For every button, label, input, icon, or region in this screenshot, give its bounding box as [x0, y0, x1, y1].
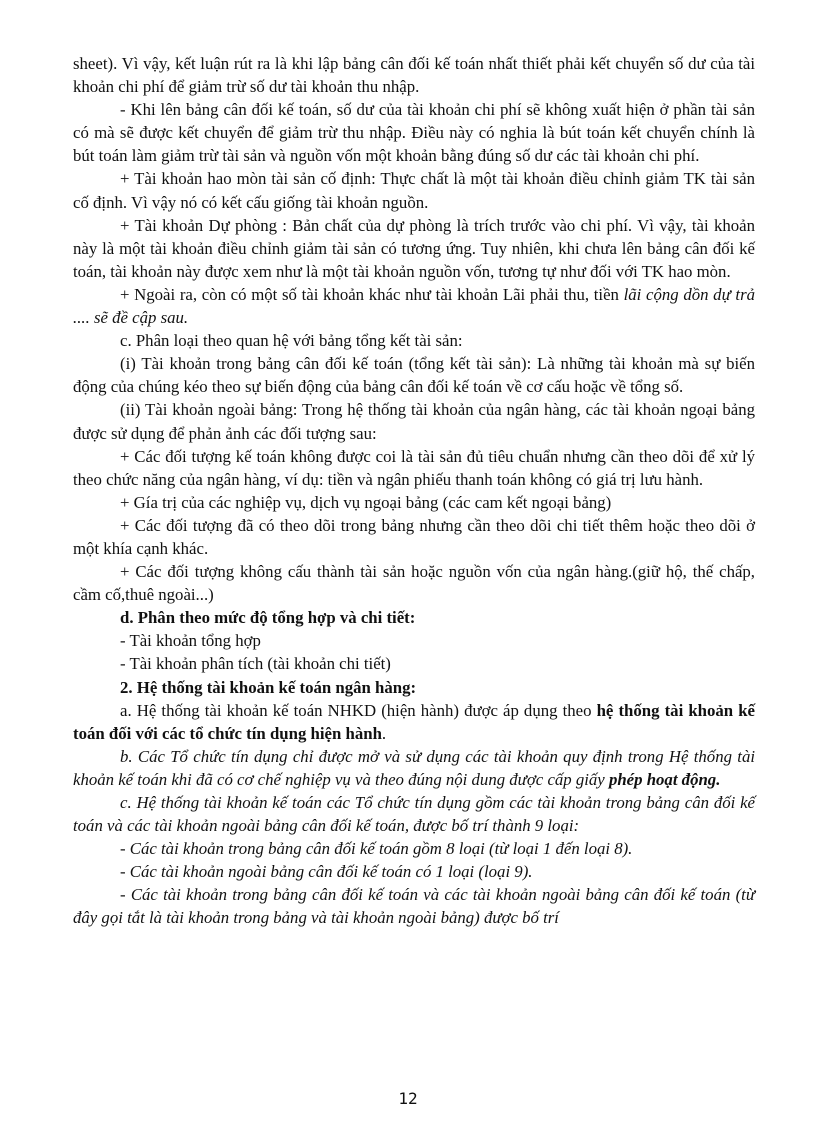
list-item-4: + Các đối tượng không cấu thành tài sản hoặc nguồn vốn của ngân hàng.(giữ hộ, thế chấp, cầm cố,thuê ngoài...): [73, 562, 755, 605]
italic-item-1: - Các tài khoản trong bảng cân đối kế toán gồm 8 loại (từ loại 1 đến loại 8).: [120, 839, 633, 859]
paragraph-b-text: b. Các Tổ chức tín dụng chỉ được mở và sử dụng các tài khoản quy định trong Hệ thống tài khoản kế toán khi đã có cơ chế nghiệp vụ và theo đúng nội dung được cấp giấy: [73, 746, 755, 789]
section-2-heading: 2. Hệ thống tài khoản kế toán ngân hàng:: [120, 677, 417, 697]
list-item-1: + Các đối tượng kế toán không được coi là tài sản đủ tiêu chuẩn nhưng cần theo dõi để xử lý theo chức năng của ngân hàng, ví dụ: tiền và ngân phiếu thanh toán không có giá trị lưu hành.: [73, 446, 755, 489]
paragraph-ii: (ii) Tài khoản ngoài bảng: Trong hệ thống tài khoản của ngân hàng, các tài khoản ngoại bảng được sử dụng để phản ảnh các đối tượng sau:: [73, 400, 755, 443]
italic-item-2: - Các tài khoản ngoài bảng cân đối kế toán có 1 loại (loại 9).: [120, 862, 533, 882]
list-d-item-1: - Tài khoản tổng hợp: [120, 631, 261, 651]
paragraph-2: - Khi lên bảng cân đối kế toán, số dư của tài khoản chi phí sẽ không xuất hiện ở phần tài sản có mà sẽ được kết chuyển để giảm trừ thu nhập. Điều này có nghia là bút toán kết chuyển chính là bút toán làm giảm trừ tài sản và nguồn vốn một khoản bằng đúng số dư các tài khoản chi phí.: [73, 100, 755, 166]
paragraph-a: [73, 699, 755, 745]
paragraph-a-bold: hệ thống tài khoản kế toán đối với các tổ chức tín dụng hiện hành: [73, 700, 755, 743]
paragraph-i: (i) Tài khoản trong bảng cân đối kế toán (tổng kết tài sản): Là những tài khoản mà sự biến động của chúng kéo theo sự biến động của bảng cân đối kế toán về cơ cấu hoặc về tổng số.: [73, 354, 755, 397]
list-item-3: + Các đối tượng đã có theo dõi trong bảng nhưng cần theo dõi chi tiết thêm hoặc theo dõi ở một khía cạnh khác.: [73, 515, 755, 558]
paragraph-a-end: .: [381, 723, 387, 743]
paragraph-c: c. Hệ thống tài khoản kế toán các Tổ chức tín dụng gồm các tài khoản trong bảng cân đối kế toán và các tài khoản ngoài bảng cân đối kế toán, được bố trí thành 9 loại:: [73, 793, 755, 836]
paragraph-a-text: a. Hệ thống tài khoản kế toán NHKD (hiện hành) được áp dụng theo: [120, 700, 597, 720]
paragraph-b: [73, 745, 755, 791]
section-c-heading: c. Phân loại theo quan hệ với bảng tổng kết tài sản:: [120, 331, 463, 351]
paragraph-b-bold: phép hoạt động.: [608, 769, 721, 789]
list-item-2: + Gía trị của các nghiệp vụ, dịch vụ ngoại bảng (các cam kết ngoại bảng): [120, 492, 612, 512]
paragraph-4: + Tài khoản Dự phòng : Bản chất của dự phòng là trích trước vào chi phí. Vì vậy, tài khoản này là một tài khoản điều chỉnh giảm tài sản có tương ứng. Tuy nhiên, khi chưa lên bảng cân đối kế toán, tài khoản này được xem như là một tài khoản nguồn vốn, tương tự như đối với TK hao mòn.: [73, 215, 755, 281]
section-d-heading: d. Phân theo mức độ tổng hợp và chi tiết:: [120, 608, 416, 628]
page-number: 12: [398, 1089, 418, 1108]
paragraph-5-text: + Ngoài ra, còn có một số tài khoản khác như tài khoản Lãi phải thu, tiền: [120, 284, 624, 304]
paragraph-5: [73, 283, 755, 329]
italic-item-3: - Các tài khoản trong bảng cân đối kế toán và các tài khoản ngoài bảng cân đối kế toán (từ đây gọi tắt là tài khoản trong bảng và tài khoản ngoài bảng) được bố trí: [73, 885, 755, 928]
paragraph-5-italic: lãi cộng dồn dự trả .... sẽ đề cập sau.: [73, 284, 755, 328]
paragraph-1: sheet). Vì vậy, kết luận rút ra là khi lập bảng cân đối kế toán nhất thiết phải kết chuyển số dư của tài khoản chi phí để giảm trừ số dư tài khoản thu nhập.: [73, 54, 755, 97]
document-body: [73, 52, 755, 930]
list-d-item-2: - Tài khoản phân tích (tài khoản chi tiết): [120, 654, 391, 674]
paragraph-3: + Tài khoản hao mòn tài sản cố định: Thực chất là một tài khoản điều chỉnh giảm TK tài sản cố định. Vì vậy nó có kết cấu giống tài khoản nguồn.: [73, 169, 755, 212]
